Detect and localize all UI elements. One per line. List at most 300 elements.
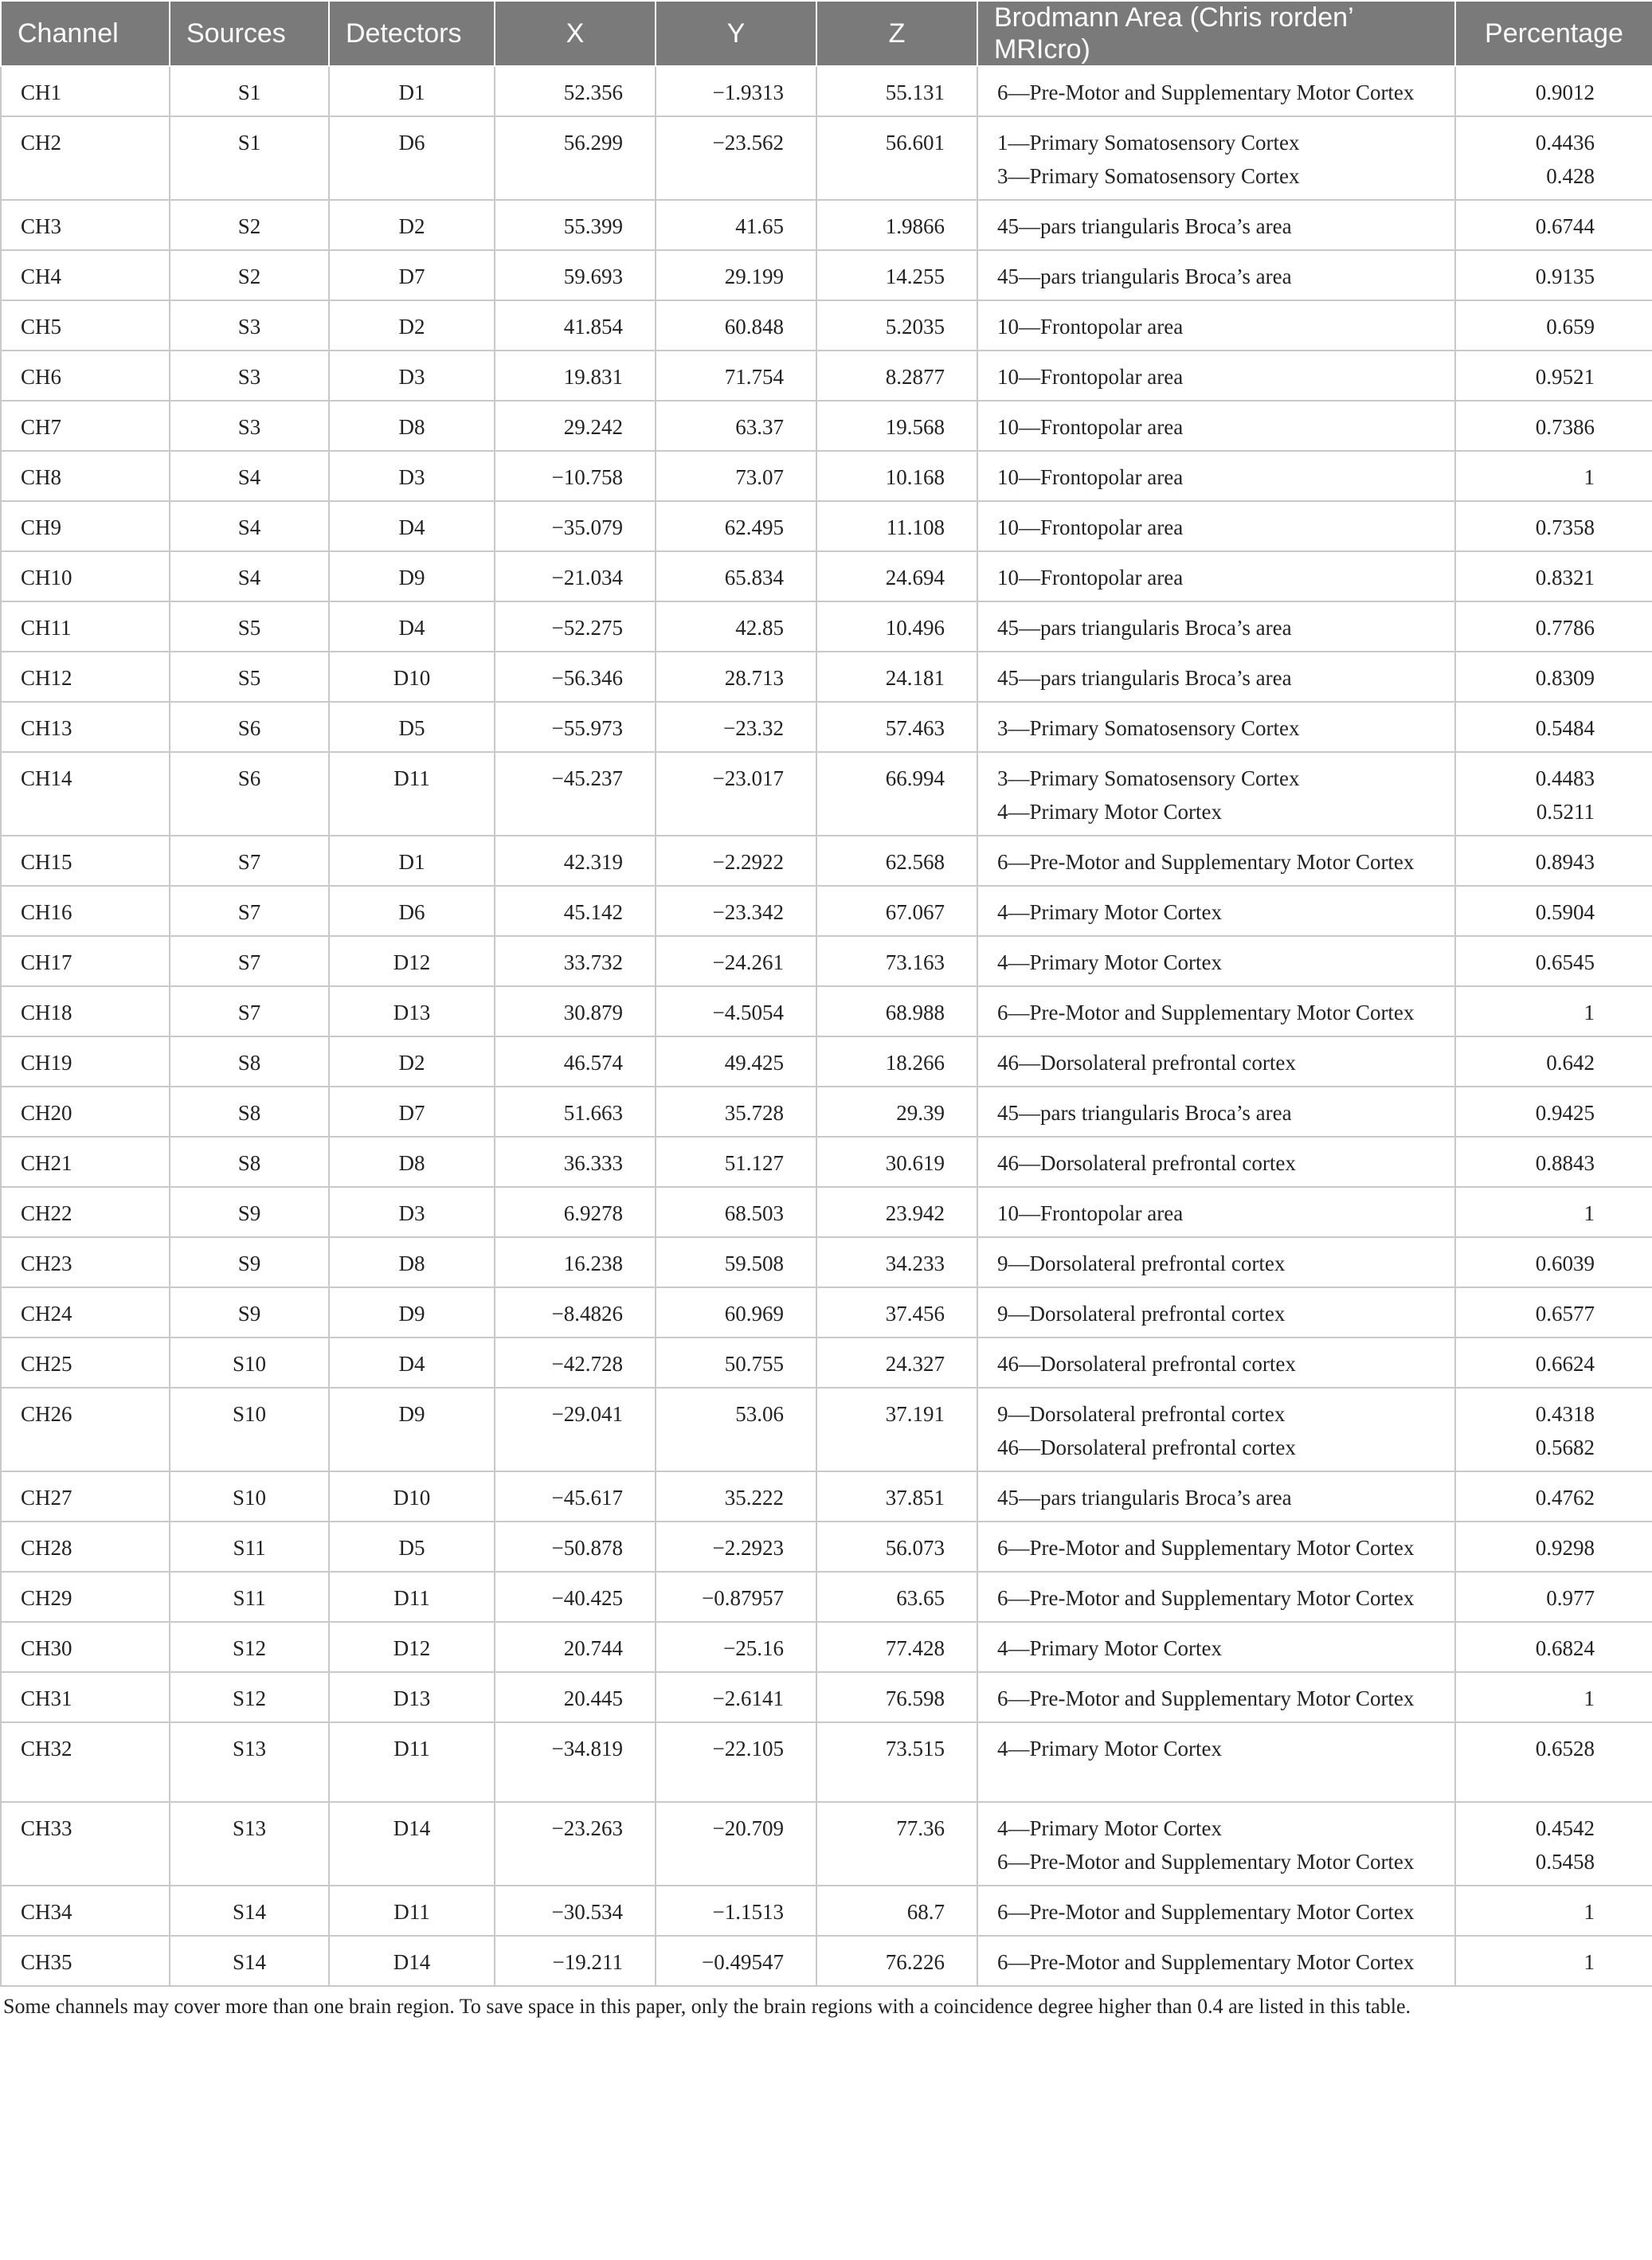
cell-x: −52.275 [495,601,656,652]
cell-z: 76.226 [816,1936,977,1986]
area-label: 6—Pre-Motor and Supplementary Motor Cortex [997,850,1415,874]
cell-x: −8.4826 [495,1287,656,1338]
cell-source: S6 [170,752,329,836]
cell-x: 20.445 [495,1672,656,1722]
cell-z: 68.7 [816,1886,977,1936]
cell-brodmann-area [977,936,1455,986]
percentage-value: 1 [1583,1950,1595,1974]
cell-channel: CH16 [1,886,170,936]
cell-y: −23.562 [656,116,816,200]
cell-channel: CH27 [1,1471,170,1522]
cell-source: S11 [170,1522,329,1572]
cell-source: S14 [170,1936,329,1986]
area-label: 6—Pre-Motor and Supplementary Motor Cortex [997,1586,1415,1610]
cell-brodmann-area [977,300,1455,351]
percentage-value: 0.4762 [1535,1486,1595,1510]
cell-detector: D9 [329,551,495,601]
area-label: 45—pars triangularis Broca’s area [997,264,1292,288]
cell-z: 56.073 [816,1522,977,1572]
cell-x: −56.346 [495,652,656,702]
cell-y: −0.87957 [656,1572,816,1622]
cell-y: −23.017 [656,752,816,836]
area-label: 4—Primary Motor Cortex [997,1636,1222,1660]
table-row [1,702,1652,752]
cell-x: −10.758 [495,451,656,501]
cell-y: −2.2923 [656,1522,816,1572]
area-label: 3—Primary Somatosensory Cortex [997,766,1300,790]
cell-y: −1.9313 [656,66,816,116]
cell-detector: D13 [329,986,495,1036]
cell-brodmann-area [977,836,1455,886]
cell-z: 77.428 [816,1622,977,1672]
table-row [1,1672,1652,1722]
cell-y: 28.713 [656,652,816,702]
cell-z: 62.568 [816,836,977,886]
percentage-value: 0.6039 [1535,1251,1595,1275]
cell-z: 5.2035 [816,300,977,351]
cell-y: 53.06 [656,1388,816,1471]
cell-z: 18.266 [816,1036,977,1087]
cell-z: 63.65 [816,1572,977,1622]
cell-z: 73.515 [816,1722,977,1802]
table-row [1,1087,1652,1137]
area-label: 45—pars triangularis Broca’s area [997,1101,1292,1125]
cell-detector: D9 [329,1388,495,1471]
cell-detector: D3 [329,351,495,401]
table-row [1,1036,1652,1087]
cell-source: S7 [170,886,329,936]
cell-brodmann-area [977,752,1455,836]
cell-z: 68.988 [816,986,977,1036]
cell-percentage [1455,1237,1652,1287]
cell-x: 20.744 [495,1622,656,1672]
table-row [1,1936,1652,1986]
cell-detector: D2 [329,1036,495,1087]
cell-detector: D8 [329,1237,495,1287]
table-row [1,836,1652,886]
area-label: 4—Primary Motor Cortex [997,900,1222,924]
cell-source: S1 [170,66,329,116]
table-row [1,1287,1652,1338]
cell-z: 19.568 [816,401,977,451]
table-row [1,1237,1652,1287]
percentage-value: 0.4436 [1535,131,1595,155]
cell-detector: D12 [329,936,495,986]
cell-channel: CH29 [1,1572,170,1622]
cell-z: 24.694 [816,551,977,601]
cell-y: 60.969 [656,1287,816,1338]
cell-percentage [1455,1036,1652,1087]
cell-source: S2 [170,250,329,300]
area-label: 3—Primary Somatosensory Cortex [997,716,1300,740]
percentage-value: 0.659 [1546,315,1595,339]
cell-y: −25.16 [656,1622,816,1672]
area-label: 6—Pre-Motor and Supplementary Motor Cortex [997,1536,1415,1560]
cell-y: 62.495 [656,501,816,551]
cell-brodmann-area [977,601,1455,652]
cell-channel: CH18 [1,986,170,1036]
cell-detector: D12 [329,1622,495,1672]
cell-percentage [1455,501,1652,551]
cell-channel: CH2 [1,116,170,200]
percentage-value: 0.8943 [1535,850,1595,874]
header-channel: Channel [1,1,170,66]
cell-percentage [1455,1137,1652,1187]
percentage-value: 0.4483 [1535,766,1595,790]
cell-brodmann-area [977,886,1455,936]
area-label: 10—Frontopolar area [997,515,1184,539]
cell-x: −55.973 [495,702,656,752]
cell-channel: CH5 [1,300,170,351]
cell-detector: D4 [329,501,495,551]
cell-y: 63.37 [656,401,816,451]
cell-y: −20.709 [656,1802,816,1886]
area-label: 4—Primary Motor Cortex [997,950,1222,974]
cell-brodmann-area [977,1572,1455,1622]
area-label: 46—Dorsolateral prefrontal cortex [997,1151,1296,1175]
cell-y: 35.728 [656,1087,816,1137]
area-label: 45—pars triangularis Broca’s area [997,1486,1292,1510]
cell-percentage [1455,1388,1652,1471]
percentage-value: 0.5904 [1535,900,1595,924]
cell-x: −30.534 [495,1886,656,1936]
area-label: 10—Frontopolar area [997,365,1184,389]
cell-percentage [1455,1672,1652,1722]
cell-brodmann-area [977,1187,1455,1237]
cell-x: 52.356 [495,66,656,116]
cell-y: 29.199 [656,250,816,300]
area-label: 10—Frontopolar area [997,1201,1184,1225]
cell-z: 24.327 [816,1338,977,1388]
cell-detector: D7 [329,250,495,300]
cell-z: 11.108 [816,501,977,551]
percentage-value: 0.5682 [1535,1436,1595,1459]
cell-brodmann-area [977,1036,1455,1087]
area-label: 46—Dorsolateral prefrontal cortex [997,1352,1296,1376]
table-row [1,401,1652,451]
cell-y: 65.834 [656,551,816,601]
percentage-value: 0.9425 [1535,1101,1595,1125]
cell-channel: CH8 [1,451,170,501]
area-label: 4—Primary Motor Cortex [997,800,1222,824]
cell-x: −19.211 [495,1936,656,1986]
cell-channel: CH17 [1,936,170,986]
header-detectors: Detectors [329,1,495,66]
percentage-value: 0.8309 [1535,666,1595,690]
cell-detector: D11 [329,1722,495,1802]
area-label: 45—pars triangularis Broca’s area [997,616,1292,640]
cell-detector: D9 [329,1287,495,1338]
cell-y: 50.755 [656,1338,816,1388]
percentage-value: 0.6528 [1535,1737,1595,1761]
cell-percentage [1455,200,1652,250]
area-label: 6—Pre-Motor and Supplementary Motor Cortex [997,1850,1415,1874]
cell-channel: CH23 [1,1237,170,1287]
table-row [1,652,1652,702]
cell-detector: D13 [329,1672,495,1722]
cell-detector: D3 [329,451,495,501]
cell-percentage [1455,1802,1652,1886]
table-row [1,1388,1652,1471]
cell-y: 59.508 [656,1237,816,1287]
cell-detector: D2 [329,200,495,250]
cell-detector: D1 [329,66,495,116]
cell-brodmann-area [977,250,1455,300]
area-label: 10—Frontopolar area [997,315,1184,339]
cell-detector: D5 [329,702,495,752]
area-label: 46—Dorsolateral prefrontal cortex [997,1436,1296,1459]
cell-y: 41.65 [656,200,816,250]
cell-brodmann-area [977,1137,1455,1187]
cell-channel: CH25 [1,1338,170,1388]
cell-percentage [1455,1187,1652,1237]
cell-percentage [1455,116,1652,200]
cell-channel: CH3 [1,200,170,250]
cell-z: 34.233 [816,1237,977,1287]
cell-x: 36.333 [495,1137,656,1187]
area-label: 45—pars triangularis Broca’s area [997,666,1292,690]
table-row [1,1471,1652,1522]
header-percentage: Percentage [1455,1,1652,66]
cell-x: 6.9278 [495,1187,656,1237]
cell-brodmann-area [977,1936,1455,1986]
cell-channel: CH12 [1,652,170,702]
cell-x: 45.142 [495,886,656,936]
table-row [1,351,1652,401]
area-label: 6—Pre-Motor and Supplementary Motor Cortex [997,1900,1415,1924]
cell-detector: D2 [329,300,495,351]
cell-y: −23.342 [656,886,816,936]
cell-x: −40.425 [495,1572,656,1622]
cell-y: −2.6141 [656,1672,816,1722]
cell-x: 46.574 [495,1036,656,1087]
cell-detector: D4 [329,1338,495,1388]
cell-channel: CH20 [1,1087,170,1137]
cell-x: 33.732 [495,936,656,986]
cell-detector: D11 [329,752,495,836]
percentage-value: 1 [1583,1900,1595,1924]
cell-detector: D8 [329,401,495,451]
cell-source: S5 [170,652,329,702]
cell-percentage [1455,1936,1652,1986]
area-label: 6—Pre-Motor and Supplementary Motor Cortex [997,1950,1415,1974]
cell-percentage [1455,1886,1652,1936]
cell-z: 37.456 [816,1287,977,1338]
cell-z: 66.994 [816,752,977,836]
percentage-value: 0.6545 [1535,950,1595,974]
table-row [1,1187,1652,1237]
cell-brodmann-area [977,1522,1455,1572]
cell-brodmann-area [977,200,1455,250]
cell-brodmann-area [977,551,1455,601]
percentage-value: 0.4318 [1535,1402,1595,1426]
cell-percentage [1455,1287,1652,1338]
cell-brodmann-area [977,1722,1455,1802]
cell-y: −4.5054 [656,986,816,1036]
cell-percentage [1455,451,1652,501]
cell-channel: CH4 [1,250,170,300]
cell-y: 35.222 [656,1471,816,1522]
cell-brodmann-area [977,116,1455,200]
table-row [1,300,1652,351]
cell-detector: D8 [329,1137,495,1187]
percentage-value: 0.9521 [1535,365,1595,389]
cell-percentage [1455,1471,1652,1522]
area-label: 10—Frontopolar area [997,566,1184,589]
cell-brodmann-area [977,401,1455,451]
cell-y: 51.127 [656,1137,816,1187]
cell-percentage [1455,1572,1652,1622]
percentage-value: 0.4542 [1535,1816,1595,1840]
cell-brodmann-area [977,66,1455,116]
cell-y: 60.848 [656,300,816,351]
percentage-value: 0.5211 [1536,800,1595,824]
area-label: 4—Primary Motor Cortex [997,1737,1222,1761]
cell-source: S8 [170,1137,329,1187]
cell-channel: CH26 [1,1388,170,1471]
cell-z: 30.619 [816,1137,977,1187]
cell-z: 24.181 [816,652,977,702]
cell-brodmann-area [977,1087,1455,1137]
cell-channel: CH22 [1,1187,170,1237]
cell-channel: CH13 [1,702,170,752]
cell-percentage [1455,66,1652,116]
percentage-value: 0.7358 [1535,515,1595,539]
cell-percentage [1455,752,1652,836]
cell-source: S13 [170,1802,329,1886]
cell-y: −22.105 [656,1722,816,1802]
table-row [1,1802,1652,1886]
cell-x: −42.728 [495,1338,656,1388]
cell-brodmann-area [977,451,1455,501]
area-label: 10—Frontopolar area [997,465,1184,489]
cell-x: −29.041 [495,1388,656,1471]
cell-x: −21.034 [495,551,656,601]
cell-y: 73.07 [656,451,816,501]
percentage-value: 1 [1583,465,1595,489]
cell-detector: D14 [329,1802,495,1886]
cell-source: S13 [170,1722,329,1802]
cell-source: S12 [170,1672,329,1722]
percentage-value: 0.642 [1546,1051,1595,1075]
cell-brodmann-area [977,1672,1455,1722]
table-footnote: Some channels may cover more than one brain region. To save space in this paper, only the brain regions with a coincidence degree higher than 0.4 are listed in this table. [3,1995,1411,2018]
cell-x: 30.879 [495,986,656,1036]
cell-source: S8 [170,1087,329,1137]
cell-source: S3 [170,300,329,351]
cell-source: S3 [170,401,329,451]
cell-detector: D10 [329,1471,495,1522]
cell-percentage [1455,986,1652,1036]
cell-z: 37.851 [816,1471,977,1522]
cell-y: 49.425 [656,1036,816,1087]
cell-channel: CH1 [1,66,170,116]
cell-brodmann-area [977,501,1455,551]
percentage-value: 0.6824 [1535,1636,1595,1660]
percentage-value: 1 [1583,1001,1595,1024]
table-row [1,1572,1652,1622]
cell-x: 51.663 [495,1087,656,1137]
table-row [1,886,1652,936]
cell-z: 67.067 [816,886,977,936]
cell-detector: D3 [329,1187,495,1237]
percentage-value: 0.9012 [1535,80,1595,104]
cell-detector: D7 [329,1087,495,1137]
percentage-value: 0.5484 [1535,716,1595,740]
table-row [1,250,1652,300]
area-label: 4—Primary Motor Cortex [997,1816,1222,1840]
cell-z: 8.2877 [816,351,977,401]
area-label: 6—Pre-Motor and Supplementary Motor Cortex [997,1686,1415,1710]
percentage-value: 0.6624 [1535,1352,1595,1376]
percentage-value: 0.8843 [1535,1151,1595,1175]
cell-percentage [1455,351,1652,401]
cell-channel: CH34 [1,1886,170,1936]
cell-z: 1.9866 [816,200,977,250]
cell-z: 76.598 [816,1672,977,1722]
table-row [1,451,1652,501]
cell-x: 16.238 [495,1237,656,1287]
cell-detector: D1 [329,836,495,886]
table-row [1,601,1652,652]
cell-detector: D6 [329,116,495,200]
percentage-value: 0.5458 [1535,1850,1595,1874]
cell-x: 29.242 [495,401,656,451]
percentage-value: 0.6744 [1535,214,1595,238]
header-y: Y [656,1,816,66]
cell-z: 29.39 [816,1087,977,1137]
cell-channel: CH30 [1,1622,170,1672]
table-row [1,1137,1652,1187]
cell-z: 10.168 [816,451,977,501]
cell-channel: CH24 [1,1287,170,1338]
cell-source: S9 [170,1237,329,1287]
cell-z: 77.36 [816,1802,977,1886]
cell-z: 57.463 [816,702,977,752]
area-label: 9—Dorsolateral prefrontal cortex [997,1251,1286,1275]
header-sources: Sources [170,1,329,66]
table-row [1,66,1652,116]
table-row [1,1522,1652,1572]
table-row [1,936,1652,986]
cell-detector: D4 [329,601,495,652]
cell-detector: D11 [329,1572,495,1622]
area-label: 9—Dorsolateral prefrontal cortex [997,1302,1286,1326]
cell-x: −34.819 [495,1722,656,1802]
cell-source: S9 [170,1187,329,1237]
cell-source: S14 [170,1886,329,1936]
cell-percentage [1455,551,1652,601]
cell-z: 73.163 [816,936,977,986]
cell-x: 19.831 [495,351,656,401]
cell-x: −50.878 [495,1522,656,1572]
cell-source: S1 [170,116,329,200]
cell-percentage [1455,401,1652,451]
cell-percentage [1455,652,1652,702]
cell-x: 56.299 [495,116,656,200]
cell-channel: CH15 [1,836,170,886]
area-label: 1—Primary Somatosensory Cortex [997,131,1300,155]
cell-x: −35.079 [495,501,656,551]
area-label: 10—Frontopolar area [997,415,1184,439]
table-row [1,551,1652,601]
cell-source: S10 [170,1338,329,1388]
cell-z: 37.191 [816,1388,977,1471]
cell-brodmann-area [977,652,1455,702]
percentage-value: 0.8321 [1535,566,1595,589]
cell-y: −2.2922 [656,836,816,886]
table-row [1,116,1652,200]
